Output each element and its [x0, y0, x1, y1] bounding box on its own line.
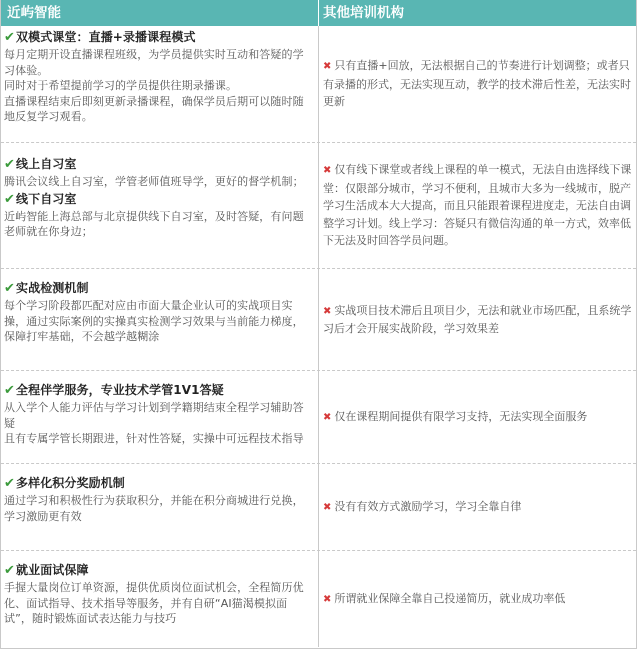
competitor-text: 只有直播+回放，无法根据自己的节奏进行计划调整；或者只有录播的形式，无法实现互动，教学的技术滞后性差，无法实时更新: [323, 59, 631, 109]
competitor-cell: [319, 464, 636, 550]
check-icon: ✔: [4, 30, 15, 45]
feature-text: 每月定期开设直播课程班级，为学员提供实时互动和答疑的学习体验。: [4, 48, 304, 77]
check-icon: ✔: [4, 476, 15, 491]
cross-icon: ✖: [323, 411, 332, 423]
cross-icon: ✖: [323, 165, 332, 177]
table-row: [1, 143, 636, 269]
competitor-text: 仅有线下课堂或者线上课程的单一模式，无法自由选择线下课堂：仅限部分城市，学习不便利，且城市大多为一线城市，脱产学习生活成本大大提高，而且只能跟着课程进度走，无法自由调整学习计划。线上学习：答疑只有微信沟通的单一方式，效率低下无法及时回答学员问题。: [323, 163, 632, 248]
check-icon: ✔: [4, 281, 15, 296]
table-row: [1, 26, 636, 143]
feature-cell: [1, 269, 319, 370]
table-header: [1, 0, 636, 26]
competitor-text: 实战项目技术滞后且项目少，无法和就业市场匹配，且系统学习后才会开展实战阶段，学习效果差: [323, 303, 632, 335]
feature-text: 近屿智能上海总部与北京提供线下自习室，及时答疑，有问题老师就在你身边；: [4, 209, 304, 239]
feature-text: 直播课程结束后即刻更新录播课程，确保学员后期可以随时随地反复学习观看。: [4, 94, 304, 124]
competitor-cell: [319, 143, 636, 268]
feature-title: 线上自习室: [16, 157, 77, 171]
competitor-cell: [319, 371, 636, 463]
feature-title: 多样化积分奖励机制: [16, 476, 125, 490]
check-icon: ✔: [4, 563, 15, 578]
cross-icon: ✖: [323, 305, 332, 317]
cross-icon: ✖: [323, 593, 332, 605]
cross-icon: ✖: [323, 501, 332, 513]
feature-text: 每个学习阶段都匹配对应由市面大量企业认可的实战项目实操，通过实际案例的实操真实检测学习效果与当前能力梯度，保障打牢基础，不会越学越糊涂: [4, 299, 304, 344]
feature-title: 双模式课堂：直播+录播课程模式: [16, 30, 196, 44]
table-row: [1, 464, 636, 551]
table-row: [1, 269, 636, 371]
competitor-cell: [319, 26, 636, 142]
feature-cell: [1, 464, 319, 550]
check-icon: ✔: [4, 191, 15, 207]
feature-title: 线下自习室: [16, 191, 77, 206]
table-row: [1, 551, 636, 647]
competitor-cell: [319, 269, 636, 370]
check-icon: ✔: [4, 383, 15, 398]
table-row: [1, 371, 636, 464]
feature-text: 通过学习和积极性行为获取积分，并能在积分商城进行兑换，学习激励更有效: [4, 494, 304, 523]
feature-text: 腾讯会议线上自习室，学管老师值班导学，更好的督学机制；: [4, 175, 304, 188]
feature-cell: [1, 26, 319, 142]
feature-cell: [1, 551, 319, 647]
feature-title: 全程伴学服务，专业技术学管1V1答疑: [16, 383, 224, 397]
competitor-text: 所谓就业保障全靠自己投递简历，就业成功率低: [334, 591, 566, 605]
feature-title: 就业面试保障: [16, 563, 89, 577]
feature-text: 且有专属学管长期跟进，针对性答疑，实操中可远程技术指导: [4, 432, 304, 446]
feature-text: 同时对于希望提前学习的学员提供往期录播课。: [4, 79, 238, 93]
cross-icon: ✖: [323, 61, 332, 73]
feature-cell: [1, 143, 319, 268]
competitor-text: 没有有效方式激励学习，学习全靠自律: [334, 499, 522, 513]
competitor-text: 仅在课程期间提供有限学习支持，无法实现全面服务: [334, 409, 588, 423]
feature-cell: [1, 371, 319, 463]
header-left: 近屿智能: [1, 0, 319, 26]
feature-title: 实战检测机制: [16, 281, 89, 295]
feature-text: 手握大量岗位订单资源，提供优质岗位面试机会，全程简历优化、面试指导、技术指导等服务，并有自研“AI猫渴模拟面试”，随时锻炼面试表达能力与技巧: [4, 581, 304, 626]
feature-text: 从入学个人能力评估与学习计划到学籍期结束全程学习辅助答疑: [4, 401, 304, 430]
header-right: 其他培训机构: [323, 5, 404, 21]
competitor-cell: [319, 551, 636, 647]
check-icon: ✔: [4, 157, 15, 172]
